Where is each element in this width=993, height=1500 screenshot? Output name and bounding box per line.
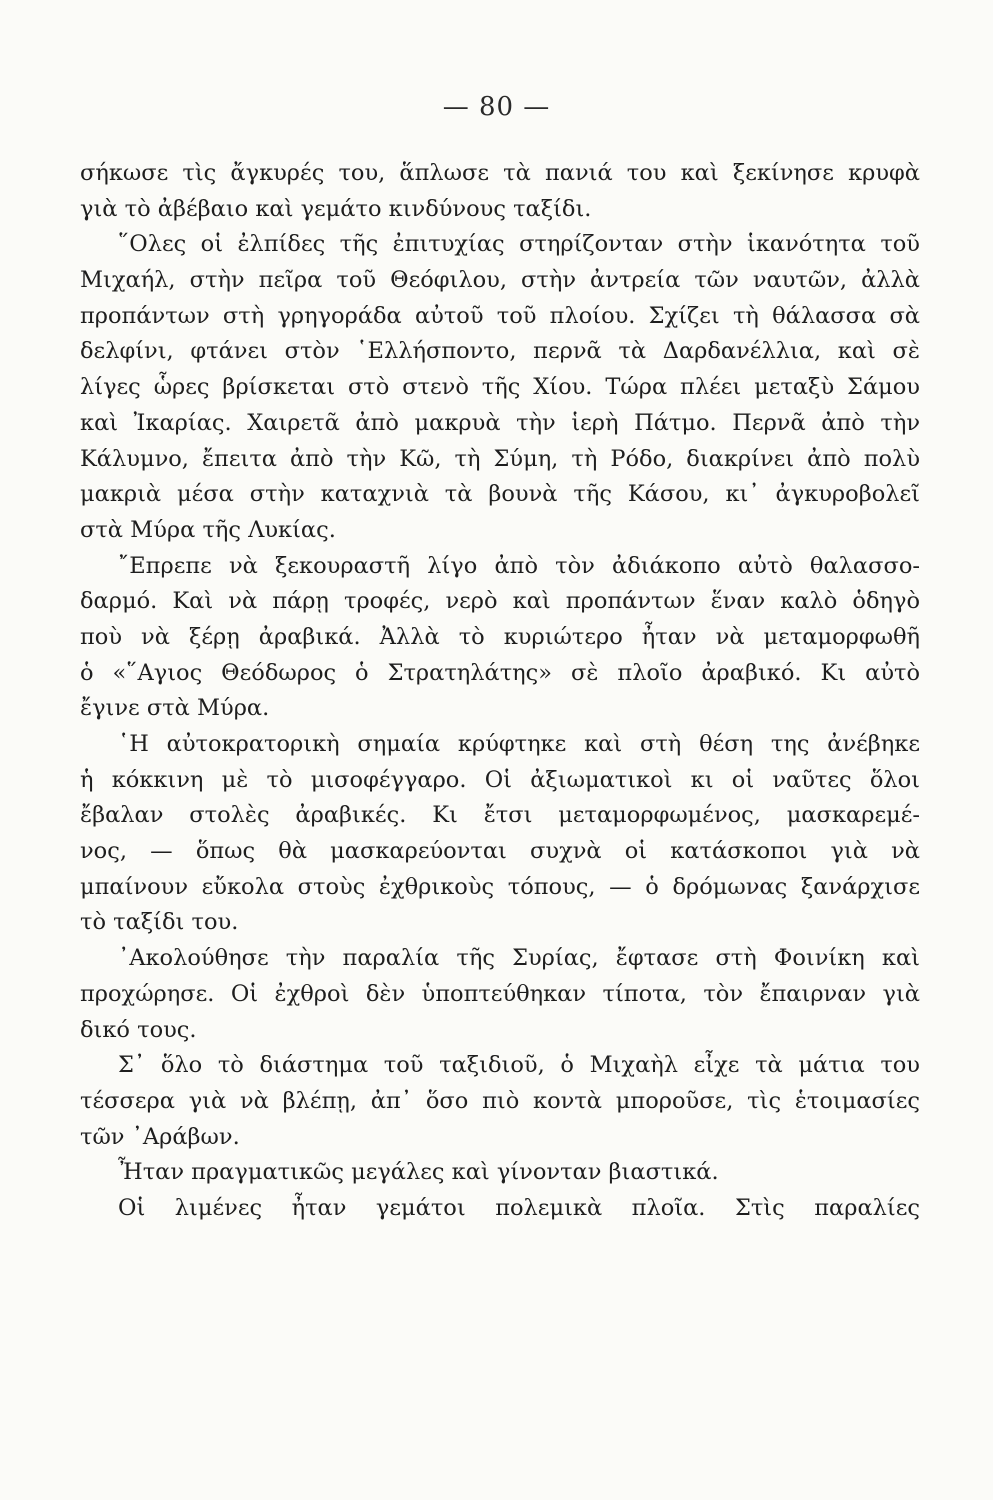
text-line: δικό τους. — [80, 1016, 197, 1043]
text-line: ὁ «῞Αγιος Θεόδωρος ὁ Στρατηλάτης» σὲ πλοῖο ἀραβικό. Κι αὐτὸ — [80, 659, 920, 686]
text-line: ῾Η αὐτοκρατορικὴ σημαία κρύφτηκε καὶ στὴ θέση της ἀνέβηκε — [118, 731, 920, 757]
text-line: Μιχαήλ, στὴν πεῖρα τοῦ Θεόφιλου, στὴν ἀντρεία τῶν ναυτῶν, ἀλλὰ — [80, 267, 920, 294]
text-line: δελφίνι, φτάνει στὸν ῾Ελλήσποντο, περνᾶ τὰ Δαρδανέλλια, καὶ σὲ — [80, 338, 920, 365]
text-line: νος, — ὅπως θὰ μασκαρεύονται συχνὰ οἱ κατάσκοποι γιὰ νὰ — [80, 838, 920, 865]
text-line: τῶν ᾿Αράβων. — [80, 1123, 240, 1150]
text-line: Σ᾿ ὅλο τὸ διάστημα τοῦ ταξιδιοῦ, ὁ Μιχαὴλ εἶχε τὰ μάτια του — [118, 1052, 920, 1079]
text-line: μπαίνουν εὔκολα στοὺς ἐχθρικοὺς τόπους, — ὁ δρόμωνας ξανάρχισε — [80, 873, 920, 900]
text-line: ἔβαλαν στολὲς ἀραβικές. Κι ἔτσι μεταμορφωμένος, μασκαρεμέ- — [80, 802, 920, 829]
text-line: ᾿Ακολούθησε τὴν παραλία τῆς Συρίας, ἔφτασε στὴ Φοινίκη καὶ — [118, 945, 920, 972]
text-line: Οἱ λιμένες ἦταν γεμάτοι πολεμικὰ πλοῖα. Στὶς παραλίες — [118, 1194, 920, 1221]
text-line: Ἦταν πραγματικῶς μεγάλες καὶ γίνονταν βιαστικά. — [118, 1159, 719, 1186]
text-line: σήκωσε τὶς ἄγκυρές του, ἅπλωσε τὰ πανιά του καὶ ξεκίνησε κρυφὰ — [80, 160, 920, 186]
text-line: Κάλυμνο, ἔπειτα ἀπὸ τὴν Κῶ, τὴ Σύμη, τὴ Ρόδο, διακρίνει ἀπὸ πολὺ — [80, 445, 920, 472]
text-line: ῞Ολες οἱ ἐλπίδες τῆς ἐπιτυχίας στηρίζονταν στὴν ἱκανότητα τοῦ — [118, 231, 920, 258]
body-text — [80, 156, 920, 1227]
text-line: ἔγινε στὰ Μύρα. — [80, 695, 270, 722]
text-line: στὰ Μύρα τῆς Λυκίας. — [80, 516, 336, 543]
text-line: ἡ κόκκινη μὲ τὸ μισοφέγγαρο. Οἱ ἀξιωματικοὶ κι οἱ ναῦτες ὅλοι — [80, 766, 920, 793]
text-line: προχώρησε. Οἱ ἐχθροὶ δὲν ὑποπτεύθηκαν τίποτα, τὸν ἔπαιρναν γιὰ — [80, 980, 920, 1007]
text-line: ποὺ νὰ ξέρῃ ἀραβικά. Ἀλλὰ τὸ κυριώτερο ἦταν νὰ μεταμορφωθῆ — [80, 623, 920, 650]
text-line: δαρμό. Καὶ νὰ πάρῃ τροφές, νερὸ καὶ προπάντων ἕναν καλὸ ὁδηγὸ — [80, 588, 920, 615]
page-number: — 80 — — [442, 92, 551, 122]
text-line: καὶ Ἰκαρίας. Χαιρετᾶ ἀπὸ μακρυὰ τὴν ἱερὴ Πάτμο. Περνᾶ ἀπὸ τὴν — [80, 409, 920, 436]
text-line: γιὰ τὸ ἀβέβαιο καὶ γεμάτο κινδύνους ταξίδι. — [80, 195, 592, 222]
text-line: μακριὰ μέσα στὴν καταχνιὰ τὰ βουνὰ τῆς Κάσου, κι᾿ ἀγκυροβολεῖ — [80, 481, 920, 508]
text-line: τὸ ταξίδι του. — [80, 909, 239, 936]
text-line: λίγες ὧρες βρίσκεται στὸ στενὸ τῆς Χίου. Τώρα πλέει μεταξὺ Σάμου — [80, 374, 920, 401]
text-line: τέσσερα γιὰ νὰ βλέπῃ, ἀπ᾿ ὅσο πιὸ κοντὰ μποροῦσε, τὶς ἑτοιμασίες — [80, 1087, 920, 1114]
text-line: ῎Επρεπε νὰ ξεκουραστῆ λίγο ἀπὸ τὸν ἀδιάκοπο αὐτὸ θαλασσο- — [118, 552, 920, 579]
text-line: προπάντων στὴ γρηγοράδα αὐτοῦ τοῦ πλοίου. Σχίζει τὴ θάλασσα σὰ — [80, 302, 920, 329]
